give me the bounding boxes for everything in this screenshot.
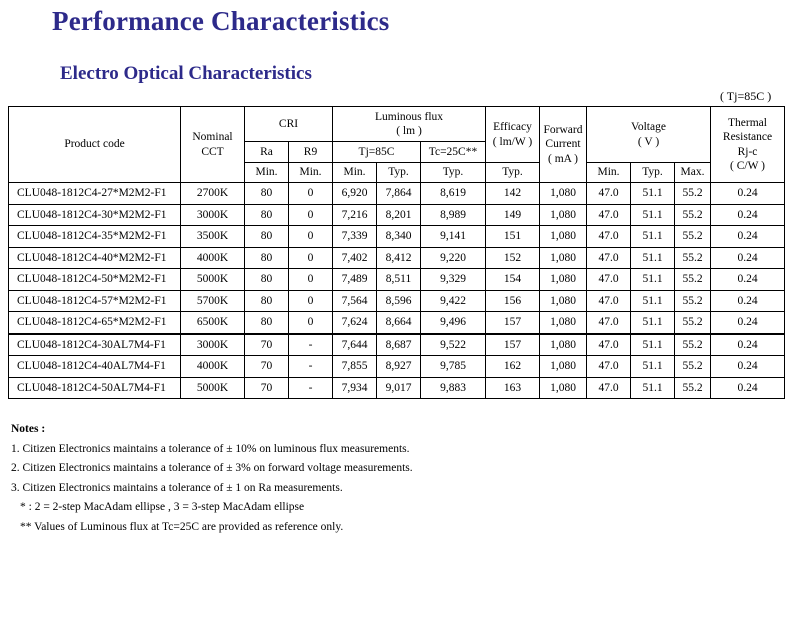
header-r9: R9 [289,142,333,163]
cell-flux-min: 7,564 [333,290,377,312]
cell-flux-min: 7,934 [333,377,377,399]
cell-product-code: CLU048-1812C4-30AL7M4-F1 [9,334,181,356]
cell-voltage-min: 47.0 [587,334,631,356]
cell-flux-min: 7,855 [333,356,377,378]
cell-flux-tc: 9,329 [421,269,486,291]
header-voltage-max: Max. [675,163,711,183]
header-tc25: Tc=25C** [421,142,486,163]
cell-flux-typ: 8,340 [377,226,421,248]
header-cri: CRI [245,107,333,142]
header-forward-current: Forward Current ( mA ) [540,107,587,183]
cell-voltage-min: 47.0 [587,377,631,399]
cell-cct: 3500K [181,226,245,248]
cell-cct: 2700K [181,183,245,205]
cell-flux-min: 6,920 [333,183,377,205]
cell-flux-tc: 9,785 [421,356,486,378]
electro-optical-table [8,106,785,399]
cell-r9: 0 [289,247,333,269]
table-row [9,247,785,269]
cell-ra: 70 [245,334,289,356]
cell-cct: 4000K [181,247,245,269]
cell-voltage-typ: 51.1 [631,377,675,399]
cell-flux-typ: 8,664 [377,312,421,334]
cell-voltage-max: 55.2 [675,377,711,399]
cell-voltage-min: 47.0 [587,247,631,269]
table-row [9,226,785,248]
cell-efficacy: 162 [486,356,540,378]
cell-forward-current: 1,080 [540,312,587,334]
cell-forward-current: 1,080 [540,226,587,248]
cell-ra: 80 [245,269,289,291]
cell-voltage-min: 47.0 [587,204,631,226]
cell-flux-typ: 9,017 [377,377,421,399]
cell-flux-min: 7,339 [333,226,377,248]
header-flux-min: Min. [333,163,377,183]
cell-voltage-typ: 51.1 [631,312,675,334]
cell-voltage-typ: 51.1 [631,334,675,356]
cell-forward-current: 1,080 [540,290,587,312]
cell-ra: 80 [245,183,289,205]
cell-voltage-min: 47.0 [587,269,631,291]
header-voltage-min: Min. [587,163,631,183]
cell-efficacy: 151 [486,226,540,248]
cell-voltage-max: 55.2 [675,269,711,291]
cell-ra: 80 [245,204,289,226]
cell-flux-typ: 8,412 [377,247,421,269]
cell-flux-typ: 8,927 [377,356,421,378]
header-tj85: Tj=85C [333,142,421,163]
table-row [9,204,785,226]
cell-voltage-min: 47.0 [587,312,631,334]
cell-ra: 80 [245,290,289,312]
cell-voltage-min: 47.0 [587,226,631,248]
cell-voltage-max: 55.2 [675,204,711,226]
note-item: ** Values of Luminous flux at Tc=25C are provided as reference only. [20,520,344,533]
cell-voltage-min: 47.0 [587,290,631,312]
cell-r9: - [289,334,333,356]
cell-flux-tc: 8,619 [421,183,486,205]
condition-note: ( Tj=85C ) [720,89,772,103]
cell-flux-typ: 7,864 [377,183,421,205]
table-row [9,334,785,356]
cell-cct: 5700K [181,290,245,312]
cell-efficacy: 157 [486,334,540,356]
cell-flux-min: 7,402 [333,247,377,269]
cell-product-code: CLU048-1812C4-30*M2M2-F1 [9,204,181,226]
header-thermal-resistance: Thermal Resistance Rj-c ( C/W ) [711,107,785,183]
cell-thermal-resistance: 0.24 [711,290,785,312]
cell-flux-tc: 9,422 [421,290,486,312]
cell-voltage-min: 47.0 [587,356,631,378]
cell-flux-min: 7,216 [333,204,377,226]
cell-flux-tc: 9,883 [421,377,486,399]
header-r9-min: Min. [289,163,333,183]
cell-voltage-max: 55.2 [675,334,711,356]
cell-efficacy: 156 [486,290,540,312]
cell-voltage-typ: 51.1 [631,183,675,205]
cell-efficacy: 152 [486,247,540,269]
cell-r9: 0 [289,312,333,334]
cell-thermal-resistance: 0.24 [711,183,785,205]
cell-cct: 6500K [181,312,245,334]
cell-thermal-resistance: 0.24 [711,334,785,356]
cell-flux-tc: 9,220 [421,247,486,269]
cell-voltage-max: 55.2 [675,183,711,205]
cell-voltage-typ: 51.1 [631,269,675,291]
cell-flux-typ: 8,201 [377,204,421,226]
header-nominal-cct: Nominal CCT [181,107,245,183]
cell-thermal-resistance: 0.24 [711,356,785,378]
cell-flux-min: 7,644 [333,334,377,356]
header-ra-min: Min. [245,163,289,183]
cell-ra: 70 [245,377,289,399]
note-item: 1. Citizen Electronics maintains a tolerance of ± 10% on luminous flux measurements. [11,442,410,455]
cell-ra: 80 [245,312,289,334]
cell-efficacy: 154 [486,269,540,291]
header-efficacy-typ: Typ. [486,163,540,183]
cell-product-code: CLU048-1812C4-57*M2M2-F1 [9,290,181,312]
cell-voltage-max: 55.2 [675,356,711,378]
table-row [9,269,785,291]
cell-thermal-resistance: 0.24 [711,269,785,291]
table-row [9,312,785,334]
cell-ra: 80 [245,226,289,248]
cell-product-code: CLU048-1812C4-65*M2M2-F1 [9,312,181,334]
cell-flux-tc: 9,141 [421,226,486,248]
cell-thermal-resistance: 0.24 [711,247,785,269]
cell-thermal-resistance: 0.24 [711,204,785,226]
table-row [9,290,785,312]
cell-voltage-typ: 51.1 [631,247,675,269]
cell-voltage-max: 55.2 [675,290,711,312]
cell-voltage-min: 47.0 [587,183,631,205]
header-voltage-typ: Typ. [631,163,675,183]
cell-forward-current: 1,080 [540,183,587,205]
section-subtitle: Electro Optical Characteristics [60,63,312,84]
cell-product-code: CLU048-1812C4-40*M2M2-F1 [9,247,181,269]
cell-voltage-max: 55.2 [675,312,711,334]
cell-flux-tc: 8,989 [421,204,486,226]
cell-voltage-max: 55.2 [675,247,711,269]
header-flux-tc-typ: Typ. [421,163,486,183]
cell-thermal-resistance: 0.24 [711,377,785,399]
header-product-code: Product code [9,107,181,183]
cell-forward-current: 1,080 [540,334,587,356]
cell-forward-current: 1,080 [540,247,587,269]
notes-heading: Notes : [11,423,46,435]
cell-cct: 4000K [181,356,245,378]
cell-r9: 0 [289,226,333,248]
cell-flux-typ: 8,511 [377,269,421,291]
header-voltage: Voltage ( V ) [587,107,711,163]
page-title: Performance Characteristics [52,6,390,36]
cell-cct: 5000K [181,269,245,291]
cell-product-code: CLU048-1812C4-50AL7M4-F1 [9,377,181,399]
cell-r9: 0 [289,290,333,312]
cell-thermal-resistance: 0.24 [711,312,785,334]
table-row [9,377,785,399]
cell-efficacy: 142 [486,183,540,205]
cell-forward-current: 1,080 [540,269,587,291]
cell-voltage-max: 55.2 [675,226,711,248]
cell-product-code: CLU048-1812C4-27*M2M2-F1 [9,183,181,205]
cell-flux-min: 7,624 [333,312,377,334]
cell-cct: 3000K [181,204,245,226]
cell-voltage-typ: 51.1 [631,290,675,312]
cell-cct: 3000K [181,334,245,356]
cell-thermal-resistance: 0.24 [711,226,785,248]
cell-flux-typ: 8,596 [377,290,421,312]
cell-r9: - [289,377,333,399]
table-row [9,356,785,378]
notes-section [11,420,413,537]
cell-efficacy: 149 [486,204,540,226]
cell-flux-tc: 9,522 [421,334,486,356]
cell-forward-current: 1,080 [540,377,587,399]
cell-r9: 0 [289,204,333,226]
cell-product-code: CLU048-1812C4-35*M2M2-F1 [9,226,181,248]
header-ra: Ra [245,142,289,163]
cell-forward-current: 1,080 [540,356,587,378]
cell-voltage-typ: 51.1 [631,204,675,226]
header-efficacy: Efficacy ( lm/W ) [486,107,540,163]
cell-flux-typ: 8,687 [377,334,421,356]
cell-forward-current: 1,080 [540,204,587,226]
cell-r9: 0 [289,183,333,205]
note-item: 2. Citizen Electronics maintains a tolerance of ± 3% on forward voltage measurements. [11,462,413,474]
cell-cct: 5000K [181,377,245,399]
cell-flux-tc: 9,496 [421,312,486,334]
cell-efficacy: 157 [486,312,540,334]
header-flux-typ: Typ. [377,163,421,183]
cell-r9: - [289,356,333,378]
cell-ra: 70 [245,356,289,378]
cell-ra: 80 [245,247,289,269]
cell-efficacy: 163 [486,377,540,399]
cell-product-code: CLU048-1812C4-50*M2M2-F1 [9,269,181,291]
table-row [9,183,785,205]
note-item: * : 2 = 2-step MacAdam ellipse , 3 = 3-step MacAdam ellipse [20,501,305,513]
header-luminous-flux: Luminous flux ( lm ) [333,107,486,142]
cell-product-code: CLU048-1812C4-40AL7M4-F1 [9,356,181,378]
note-item: 3. Citizen Electronics maintains a tolerance of ± 1 on Ra measurements. [11,481,343,494]
cell-voltage-typ: 51.1 [631,226,675,248]
cell-voltage-typ: 51.1 [631,356,675,378]
cell-r9: 0 [289,269,333,291]
cell-flux-min: 7,489 [333,269,377,291]
